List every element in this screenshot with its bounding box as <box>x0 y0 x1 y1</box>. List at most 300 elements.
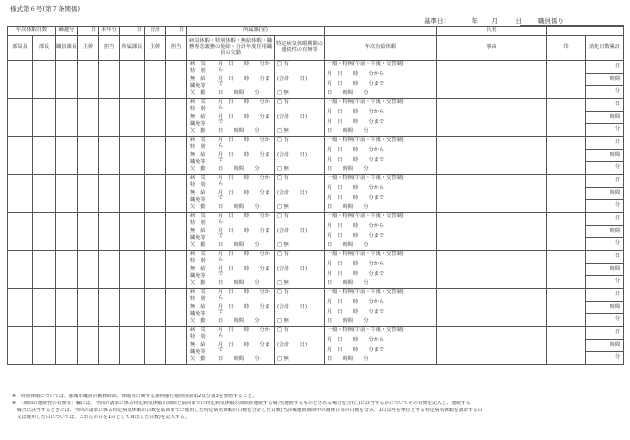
reason-label: 欠 勤 <box>190 280 206 287</box>
col-leave-type: 病気休暇・特別休暇・無給休暇・職務専念義務の免除・合計年度任用職員の欠勤 <box>187 36 275 61</box>
seal-field[interactable] <box>547 213 586 251</box>
year-label: 年 <box>471 17 478 25</box>
seal-field[interactable] <box>547 289 586 327</box>
base-date <box>424 16 584 25</box>
entry-row <box>8 251 624 289</box>
period-to: 月 日 時 分まで <box>218 75 270 88</box>
remaining-cell <box>586 213 624 251</box>
annual-from: 月 日 時 分から <box>327 146 385 153</box>
annual-from: 月 日 時 分から <box>327 260 385 267</box>
remaining-hours: 時間 <box>586 112 623 125</box>
reason-label: 欠 勤 <box>190 166 206 173</box>
stamp-affiliated-chief[interactable] <box>120 289 145 327</box>
reason-label: 欠 勤 <box>190 356 206 363</box>
period-duration: 日 時間 分 <box>218 204 260 211</box>
reason-label: 特 別 <box>190 334 206 341</box>
stamp-division-chief[interactable] <box>33 327 56 365</box>
annual-to: 月 日 時 分まで <box>327 232 385 239</box>
stamp-supervisor-2[interactable] <box>145 175 166 213</box>
summary-row <box>8 27 624 36</box>
stamp-supervisor[interactable] <box>78 137 99 175</box>
annual-leave-cell[interactable] <box>325 327 437 365</box>
stamp-staff-chief[interactable] <box>56 289 78 327</box>
reason-field[interactable] <box>437 289 547 327</box>
special-sick-cell[interactable] <box>275 137 325 175</box>
period-from: 月 日 時 分から <box>218 251 270 263</box>
reason-label: 無 給 <box>190 265 206 272</box>
stamp-division-chief[interactable] <box>33 99 56 137</box>
col-seal: 印 <box>547 36 586 61</box>
annual-leave-cell[interactable] <box>325 251 437 289</box>
check-no[interactable]: □ 無 <box>277 128 289 135</box>
annual-type: 一般・特例(午前・午後・交替制) <box>327 61 404 67</box>
footnotes <box>12 394 622 422</box>
stamp-division-chief[interactable] <box>33 137 56 175</box>
annual-duration: 日 時間 分 <box>327 318 369 325</box>
annual-duration: 日 時間 分 <box>327 204 369 211</box>
remaining-days: 日 <box>586 99 623 112</box>
period-from: 月 日 時 分から <box>218 213 270 225</box>
stamp-person-2[interactable] <box>166 251 187 289</box>
seal-field[interactable] <box>547 251 586 289</box>
total-days-paren: (合計 日) <box>277 113 308 120</box>
check-no[interactable]: □ 無 <box>277 280 289 287</box>
reason-field[interactable] <box>437 61 547 99</box>
entry-rows <box>8 61 624 365</box>
annual-leave-cell[interactable] <box>325 289 437 327</box>
period-to: 月 日 時 分まで <box>218 189 270 202</box>
total-days-paren: (合計 日) <box>277 189 308 196</box>
stamp-supervisor[interactable] <box>78 99 99 137</box>
annual-type: 一般・特例(午前・午後・交替制) <box>327 251 404 257</box>
remaining-days: 日 <box>586 175 623 188</box>
stamp-affiliated-chief[interactable] <box>120 251 145 289</box>
remaining-days: 日 <box>586 137 623 150</box>
stamp-bureau-chief[interactable] <box>8 99 33 137</box>
annual-to: 月 日 時 分まで <box>327 346 385 353</box>
entry-row <box>8 61 624 99</box>
remaining-hours: 時間 <box>586 226 623 239</box>
special-sick-cell[interactable] <box>275 251 325 289</box>
check-no[interactable]: □ 無 <box>277 166 289 173</box>
stamp-supervisor[interactable] <box>78 327 99 365</box>
annual-type: 一般・特例(午前・午後・交替制) <box>327 213 404 219</box>
stamp-affiliated-chief[interactable] <box>120 327 145 365</box>
reason-label: 無 給 <box>190 113 206 120</box>
stamp-bureau-chief[interactable] <box>8 289 33 327</box>
stamp-staff-chief[interactable] <box>56 99 78 137</box>
reason-field[interactable] <box>437 213 547 251</box>
check-no[interactable]: □ 無 <box>277 90 289 97</box>
reason-label: 職免等 <box>190 158 206 165</box>
form-number: 様式第６号(第７条関係) <box>10 5 81 13</box>
stamp-bureau-chief[interactable] <box>8 175 33 213</box>
leave-period-cell <box>187 61 275 99</box>
stamp-person[interactable] <box>99 251 120 289</box>
annual-to: 月 日 時 分まで <box>327 194 385 201</box>
col-special-sick: 特定病気休暇期間の連続性の有無等 <box>275 36 325 61</box>
carryover-label: 繰越分 <box>56 27 78 36</box>
check-yes[interactable]: □ 有 <box>277 99 289 105</box>
seal-field[interactable] <box>547 137 586 175</box>
section-label: 職員係り <box>538 17 564 25</box>
leave-period-cell <box>187 289 275 327</box>
remaining-cell <box>586 61 624 99</box>
annual-type: 一般・特例(午前・午後・交替制) <box>327 175 404 181</box>
total-days: 日 <box>166 27 187 36</box>
check-yes[interactable]: □ 有 <box>277 251 289 257</box>
total-days-paren: (合計 日) <box>277 227 308 234</box>
reason-label: 特 別 <box>190 182 206 189</box>
check-yes[interactable]: □ 有 <box>277 327 289 333</box>
remaining-minutes: 分 <box>614 316 621 323</box>
leave-period-cell <box>187 251 275 289</box>
period-to: 月 日 時 分まで <box>218 227 270 240</box>
entry-row <box>8 99 624 137</box>
annual-duration: 日 時間 分 <box>327 128 369 135</box>
reason-label: 病 気 <box>190 289 206 295</box>
department-label: 所属課(室) <box>187 27 325 36</box>
annual-duration: 日 時間 分 <box>327 356 369 363</box>
leave-period-cell <box>187 213 275 251</box>
annual-leave-cell[interactable] <box>325 137 437 175</box>
reason-label: 特 別 <box>190 106 206 113</box>
stamp-supervisor[interactable] <box>78 61 99 99</box>
remaining-hours: 時間 <box>586 188 623 201</box>
annual-leave-cell[interactable] <box>325 99 437 137</box>
stamp-person[interactable] <box>99 137 120 175</box>
check-yes[interactable]: □ 有 <box>277 213 289 219</box>
remaining-hours: 時間 <box>586 150 623 163</box>
check-no[interactable]: □ 無 <box>277 242 289 249</box>
remaining-cell <box>586 289 624 327</box>
stamp-person-2[interactable] <box>166 327 187 365</box>
footnote-2: ※ 「期間の連続性の有無等」欄には、今回の請求に係る特定病気休暇の期間と前回までに特定病気休暇の期間が連続する場合(連続するものとされる場合を含む。)に該当するかについてその有無を記入し、連続する <box>12 400 471 406</box>
annual-from: 月 日 時 分から <box>327 108 385 115</box>
carryover-days: 日 <box>78 27 99 36</box>
period-duration: 日 時間 分 <box>218 356 260 363</box>
stamp-person-2[interactable] <box>166 213 187 251</box>
remaining-cell <box>586 99 624 137</box>
stamp-person[interactable] <box>99 213 120 251</box>
period-to: 月 日 時 分まで <box>218 341 270 354</box>
stamp-supervisor-2[interactable] <box>145 137 166 175</box>
reason-label: 特 別 <box>190 258 206 265</box>
remaining-hours: 時間 <box>586 340 623 353</box>
stamp-staff-chief[interactable] <box>56 137 78 175</box>
annual-type: 一般・特例(午前・午後・交替制) <box>327 327 404 333</box>
reason-label: 特 別 <box>190 68 206 75</box>
remaining-days: 日 <box>586 61 623 74</box>
reason-label: 病 気 <box>190 175 206 181</box>
reason-label: 特 別 <box>190 296 206 303</box>
stamp-bureau-chief[interactable] <box>8 327 33 365</box>
annual-duration: 日 時間 分 <box>327 280 369 287</box>
stamp-person-2[interactable] <box>166 289 187 327</box>
col-division-chief: 部長 <box>33 36 56 61</box>
reason-label: 職免等 <box>190 196 206 203</box>
reason-field[interactable] <box>437 137 547 175</box>
col-supervisor: 主幹 <box>78 36 99 61</box>
total-days-paren: (合計 日) <box>277 303 308 310</box>
check-yes[interactable]: □ 有 <box>277 61 289 67</box>
entry-row <box>8 289 624 327</box>
reason-field[interactable] <box>437 99 547 137</box>
seal-field[interactable] <box>547 99 586 137</box>
reason-label: 病 気 <box>190 213 206 219</box>
stamp-division-chief[interactable] <box>33 289 56 327</box>
remaining-days: 日 <box>586 213 623 226</box>
reason-label: 無 給 <box>190 341 206 348</box>
leave-period-cell <box>187 175 275 213</box>
name-field[interactable] <box>547 27 624 36</box>
annual-duration: 日 時間 分 <box>327 242 369 249</box>
this-year-label: 本年分 <box>99 27 120 36</box>
special-sick-cell[interactable] <box>275 99 325 137</box>
leave-period-cell <box>187 99 275 137</box>
stamp-staff-chief[interactable] <box>56 175 78 213</box>
stamp-bureau-chief[interactable] <box>8 213 33 251</box>
reason-label: 病 気 <box>190 251 206 257</box>
col-reason: 事由 <box>437 36 547 61</box>
check-yes[interactable]: □ 有 <box>277 289 289 295</box>
col-staff-chief: 職員課長 <box>56 36 78 61</box>
reason-label: 無 給 <box>190 189 206 196</box>
stamp-bureau-chief[interactable] <box>8 251 33 289</box>
reason-label: 職免等 <box>190 348 206 355</box>
department-field[interactable] <box>325 27 437 36</box>
period-from: 月 日 時 分から <box>218 289 270 301</box>
check-no[interactable]: □ 無 <box>277 318 289 325</box>
reason-label: 職免等 <box>190 82 206 89</box>
check-yes[interactable]: □ 有 <box>277 137 289 143</box>
total-days-paren: (合計 日) <box>277 151 308 158</box>
stamp-supervisor-2[interactable] <box>145 61 166 99</box>
seal-field[interactable] <box>547 175 586 213</box>
col-bureau-chief: 部局長 <box>8 36 33 61</box>
reason-field[interactable] <box>437 175 547 213</box>
remaining-minutes: 分 <box>614 240 621 247</box>
remaining-cell <box>586 251 624 289</box>
annual-to: 月 日 時 分まで <box>327 156 385 163</box>
stamp-division-chief[interactable] <box>33 251 56 289</box>
period-duration: 日 時間 分 <box>218 166 260 173</box>
stamp-person[interactable] <box>99 99 120 137</box>
stamp-person[interactable] <box>99 289 120 327</box>
annual-from: 月 日 時 分から <box>327 70 385 77</box>
stamp-person[interactable] <box>99 61 120 99</box>
col-person-2: 担当 <box>166 36 187 61</box>
reason-label: 欠 勤 <box>190 204 206 211</box>
reason-field[interactable] <box>437 327 547 365</box>
reason-label: 職免等 <box>190 272 206 279</box>
reason-label: 職免等 <box>190 310 206 317</box>
annual-duration: 日 時間 分 <box>327 166 369 173</box>
stamp-person-2[interactable] <box>166 99 187 137</box>
remaining-days: 日 <box>586 289 623 302</box>
entry-row <box>8 175 624 213</box>
total-days-paren: (合計 日) <box>277 265 308 272</box>
reason-label: 職免等 <box>190 234 206 241</box>
period-to: 月 日 時 分まで <box>218 303 270 316</box>
period-to: 月 日 時 分まで <box>218 265 270 278</box>
check-no[interactable]: □ 無 <box>277 204 289 211</box>
period-from: 月 日 時 分から <box>218 175 270 187</box>
period-duration: 日 時間 分 <box>218 318 260 325</box>
special-sick-cell[interactable] <box>275 61 325 99</box>
stamp-supervisor-2[interactable] <box>145 213 166 251</box>
remaining-cell <box>586 137 624 175</box>
stamp-division-chief[interactable] <box>33 61 56 99</box>
stamp-supervisor-2[interactable] <box>145 251 166 289</box>
stamp-supervisor-2[interactable] <box>145 327 166 365</box>
entry-row <box>8 327 624 365</box>
stamp-person-2[interactable] <box>166 175 187 213</box>
leave-request-table <box>7 26 624 365</box>
remaining-minutes: 分 <box>614 126 621 133</box>
period-duration: 日 時間 分 <box>218 128 260 135</box>
col-remaining: 消化日数累計 <box>586 36 624 61</box>
period-from: 月 日 時 分から <box>218 137 270 149</box>
stamp-division-chief[interactable] <box>33 175 56 213</box>
total-label: 合計 <box>145 27 166 36</box>
remaining-hours: 時間 <box>586 302 623 315</box>
stamp-bureau-chief[interactable] <box>8 61 33 99</box>
stamp-staff-chief[interactable] <box>56 61 78 99</box>
reason-label: 無 給 <box>190 151 206 158</box>
annual-from: 月 日 時 分から <box>327 298 385 305</box>
annual-from: 月 日 時 分から <box>327 336 385 343</box>
period-from: 月 日 時 分から <box>218 61 270 73</box>
period-from: 月 日 時 分から <box>218 327 270 339</box>
reason-field[interactable] <box>437 251 547 289</box>
name-label: 氏名 <box>437 27 547 36</box>
period-duration: 日 時間 分 <box>218 242 260 249</box>
special-sick-cell[interactable] <box>275 213 325 251</box>
annual-duration: 日 時間 分 <box>327 90 369 97</box>
stamp-bureau-chief[interactable] <box>8 137 33 175</box>
entry-row <box>8 213 624 251</box>
remaining-minutes: 分 <box>614 354 621 361</box>
annual-leave-cell[interactable] <box>325 175 437 213</box>
period-to: 月 日 時 分まで <box>218 113 270 126</box>
base-date-label: 基準日： <box>424 17 450 25</box>
reason-label: 病 気 <box>190 99 206 105</box>
leave-period-cell <box>187 327 275 365</box>
reason-label: 欠 勤 <box>190 128 206 135</box>
stamp-affiliated-chief[interactable] <box>120 137 145 175</box>
special-sick-cell[interactable] <box>275 327 325 365</box>
stamp-affiliated-chief[interactable] <box>120 175 145 213</box>
col-annual-leave: 年次有給休暇 <box>325 36 437 61</box>
annual-to: 月 日 時 分まで <box>327 80 385 87</box>
annual-to: 月 日 時 分まで <box>327 270 385 277</box>
seal-field[interactable] <box>547 327 586 365</box>
this-year-days: 日 <box>120 27 145 36</box>
annual-type: 一般・特例(午前・午後・交替制) <box>327 99 404 105</box>
stamp-person[interactable] <box>99 175 120 213</box>
annual-from: 月 日 時 分から <box>327 184 385 191</box>
total-days-paren: (合計 日) <box>277 75 308 82</box>
total-days-paren: (合計 日) <box>277 341 308 348</box>
stamp-supervisor-2[interactable] <box>145 289 166 327</box>
remaining-cell <box>586 175 624 213</box>
seal-field[interactable] <box>547 61 586 99</box>
check-no[interactable]: □ 無 <box>277 356 289 363</box>
reason-label: 病 気 <box>190 327 206 333</box>
remaining-days: 日 <box>586 327 623 340</box>
period-from: 月 日 時 分から <box>218 99 270 111</box>
remaining-minutes: 分 <box>614 164 621 171</box>
check-yes[interactable]: □ 有 <box>277 175 289 181</box>
reason-label: 無 給 <box>190 303 206 310</box>
stamp-supervisor[interactable] <box>78 289 99 327</box>
annual-days-label: 年次休暇日数 <box>8 27 56 36</box>
month-label: 月 <box>491 17 498 25</box>
annual-to: 月 日 時 分まで <box>327 308 385 315</box>
annual-from: 月 日 時 分から <box>327 222 385 229</box>
stamp-supervisor-2[interactable] <box>145 99 166 137</box>
remaining-cell <box>586 327 624 365</box>
special-sick-cell[interactable] <box>275 289 325 327</box>
annual-leave-cell[interactable] <box>325 61 437 99</box>
remaining-days: 日 <box>586 251 623 264</box>
stamp-staff-chief[interactable] <box>56 327 78 365</box>
reason-label: 無 給 <box>190 75 206 82</box>
reason-label: 特 別 <box>190 144 206 151</box>
stamp-supervisor[interactable] <box>78 251 99 289</box>
period-duration: 日 時間 分 <box>218 280 260 287</box>
day-label: 日 <box>515 17 522 25</box>
stamp-division-chief[interactable] <box>33 213 56 251</box>
reason-label: 欠 勤 <box>190 318 206 325</box>
stamp-staff-chief[interactable] <box>56 213 78 251</box>
stamp-supervisor[interactable] <box>78 213 99 251</box>
remaining-minutes: 分 <box>614 278 621 285</box>
stamp-affiliated-chief[interactable] <box>120 99 145 137</box>
stamp-person-2[interactable] <box>166 61 187 99</box>
stamp-person-2[interactable] <box>166 137 187 175</box>
annual-to: 月 日 時 分まで <box>327 118 385 125</box>
remaining-minutes: 分 <box>614 202 621 209</box>
leave-period-cell <box>187 137 275 175</box>
special-sick-cell[interactable] <box>275 175 325 213</box>
reason-label: 病 気 <box>190 137 206 143</box>
reason-label: 無 給 <box>190 227 206 234</box>
annual-type: 一般・特例(午前・午後・交替制) <box>327 137 404 143</box>
reason-label: 特 別 <box>190 220 206 227</box>
stamp-affiliated-chief[interactable] <box>120 213 145 251</box>
footnote-4: 又は使用した日については、これらの日を1日として算出した日数)を記入する。 <box>12 414 190 420</box>
remaining-hours: 時間 <box>586 264 623 277</box>
stamp-person[interactable] <box>99 327 120 365</box>
annual-leave-cell[interactable] <box>325 213 437 251</box>
col-affiliated-chief: 所属課長 <box>120 36 145 61</box>
period-to: 月 日 時 分まで <box>218 151 270 164</box>
header-row <box>8 36 624 61</box>
stamp-affiliated-chief[interactable] <box>120 61 145 99</box>
reason-label: 欠 勤 <box>190 242 206 249</box>
col-person-in-charge: 担当 <box>99 36 120 61</box>
reason-label: 病 気 <box>190 61 206 67</box>
period-duration: 日 時間 分 <box>218 90 260 97</box>
reason-label: 職免等 <box>190 120 206 127</box>
remaining-minutes: 分 <box>614 88 621 95</box>
annual-type: 一般・特例(午前・午後・交替制) <box>327 289 404 295</box>
stamp-staff-chief[interactable] <box>56 251 78 289</box>
stamp-supervisor[interactable] <box>78 175 99 213</box>
footnote-1: ※ 特別休暇については、都城市職員の勤務時間、休暇等に関する条例施行規則別表第2及び第3を参照すること。 <box>12 394 258 399</box>
